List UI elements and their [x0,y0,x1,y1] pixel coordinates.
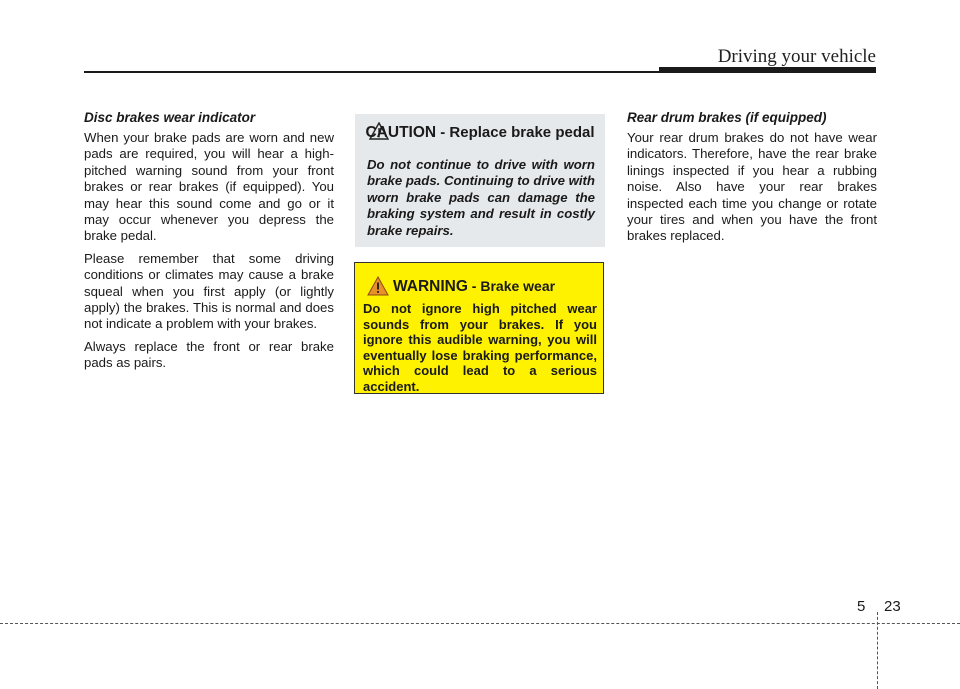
caution-body: Do not continue to drive with worn brake pads. Continuing to drive with worn brake pads can damage the braking system and result in costly brake repairs. [367,157,595,238]
warning-label: WARNING [393,278,468,295]
left-paragraph-3: Always replace the front or rear brake pads as pairs. [84,338,334,371]
left-paragraph-2: Please remember that some driving conditions or climates may cause a brake squeal when you first apply (or lightly apply) the brakes. This is normal and does not indicate a problem with your brakes. [84,250,334,332]
left-column [84,110,334,378]
caution-label: CAUTION [365,124,437,141]
caution-subtitle: - Replace brake pedal [436,124,595,141]
section-title: Driving your vehicle [717,46,876,67]
caution-title [355,124,605,141]
warning-body: Do not ignore high pitched wear sounds from your brakes. If you ignore this audible warning, you will eventually lose braking performance, which could lead to a serious accident. [363,301,597,394]
warning-triangle-icon [367,276,389,296]
warning-box [354,262,604,394]
footer-page-divider [877,612,878,689]
chapter-number: 5 [857,598,866,615]
warning-subtitle: - Brake wear [467,278,556,294]
rear-drum-heading: Rear drum brakes (if equipped) [627,110,827,125]
page-number: 23 [884,598,901,615]
left-paragraph-1: When your brake pads are worn and new pads are required, you will hear a high-pitched warning sound from your front brakes or rear brakes (if equipped). You may hear this sound come and go or it may occur whenever you depress the brake pedal. [84,130,334,244]
right-column [627,110,877,251]
footer-rule [0,623,960,624]
right-paragraph-1: Your rear drum brakes do not have wear indicators. Therefore, have the rear brake linings inspected if you hear a rubbing noise. Also have your rear brakes inspected each time you change or rotate your tires and when you have the front brakes replaced. [627,130,877,244]
warning-title [393,277,555,296]
header-rule-accent [659,67,876,73]
disc-brakes-heading: Disc brakes wear indicator [84,110,256,125]
caution-box [355,114,605,247]
